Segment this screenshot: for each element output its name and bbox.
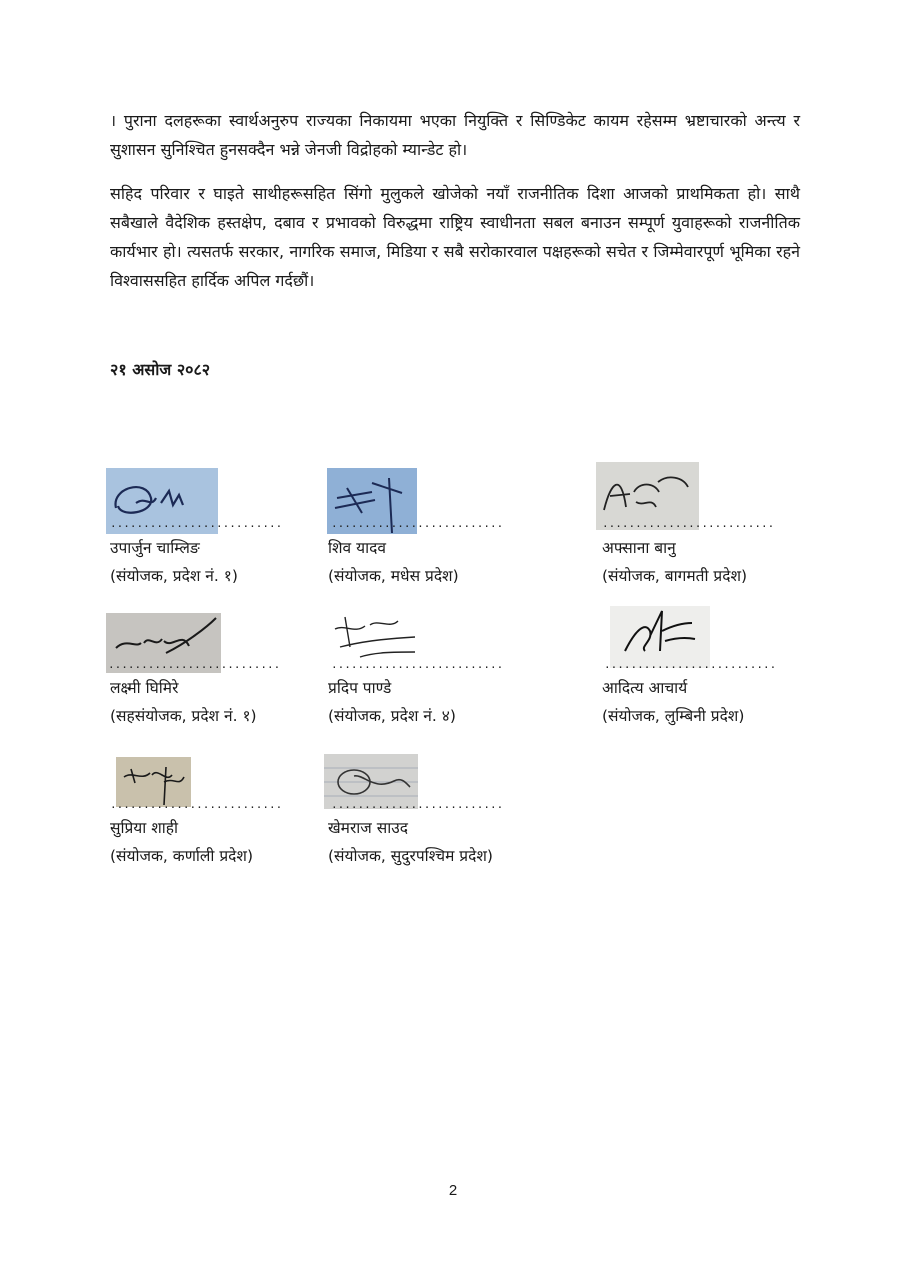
signer-name: उपार्जुन चाम्लिङ: [110, 539, 200, 557]
signature-line-2: ..........................: [331, 517, 504, 530]
signer-role: (सहसंयोजक, प्रदेश नं. १): [110, 707, 257, 725]
page-number: 2: [448, 1182, 458, 1199]
signer-role: (संयोजक, सुदुरपश्चिम प्रदेश): [328, 847, 493, 865]
document-date: २१ असोज २०८२: [110, 360, 211, 379]
signer-name: अफ्साना बानु: [602, 539, 676, 557]
signer-name: खेमराज साउद: [328, 819, 408, 837]
signature-line-6: ..........................: [604, 658, 777, 671]
signer-name: लक्ष्मी घिमिरे: [110, 679, 179, 697]
signer-role: (संयोजक, कर्णाली प्रदेश): [110, 847, 254, 865]
signer-role: (संयोजक, प्रदेश नं. १): [110, 567, 238, 585]
signer-role: (संयोजक, लुम्बिनी प्रदेश): [602, 707, 745, 725]
signer-name: शिव यादव: [328, 539, 386, 557]
signer-role: (संयोजक, बागमती प्रदेश): [602, 567, 748, 585]
signer-name: प्रदिप पाण्डे: [328, 679, 392, 697]
signature-line-3: ..........................: [602, 517, 775, 530]
signer-role: (संयोजक, प्रदेश नं. ४): [328, 707, 456, 725]
signer-role: (संयोजक, मधेस प्रदेश): [328, 567, 459, 585]
signer-name: सुप्रिया शाही: [110, 819, 179, 837]
signature-line-7: ..........................: [110, 798, 283, 811]
signer-name: आदित्य आचार्य: [602, 679, 688, 697]
paragraph-1: । पुराना दलहरूका स्वार्थअनुरुप राज्यका निकायमा भएका नियुक्ति र सिण्डिकेट कायम रहेसम्म भ्रष्टाचारको अन्त्य र सुशासन सुनिश्चित हुनसक्दैन भन्ने जेनजी विद्रोहको म्यान्डेट हो।: [110, 111, 800, 159]
signature-line-4: ..........................: [108, 658, 281, 671]
signature-line-1: ..........................: [110, 517, 283, 530]
signature-line-5: ..........................: [331, 658, 504, 671]
signature-line-8: ..........................: [331, 798, 504, 811]
paragraph-2: सहिद परिवार र घाइते साथीहरूसहित सिंगो मुलुकले खोजेको नयाँ राजनीतिक दिशा आजको प्राथमिकता हो। साथै सबैखाले वैदेशिक हस्तक्षेप, दबाव र प्रभावको विरुद्धमा राष्ट्रिय स्वाधीनता सबल बनाउन सम्पूर्ण युवाहरूको राजनीतिक कार्यभार हो। त्यसतर्फ सरकार, नागरिक समाज, मिडिया र सबै सरोकारवाल पक्षहरूको सचेत र जिम्मेवारपूर्ण भूमिका रहने विश्वाससहित हार्दिक अपिल गर्दछौं।: [110, 184, 800, 290]
